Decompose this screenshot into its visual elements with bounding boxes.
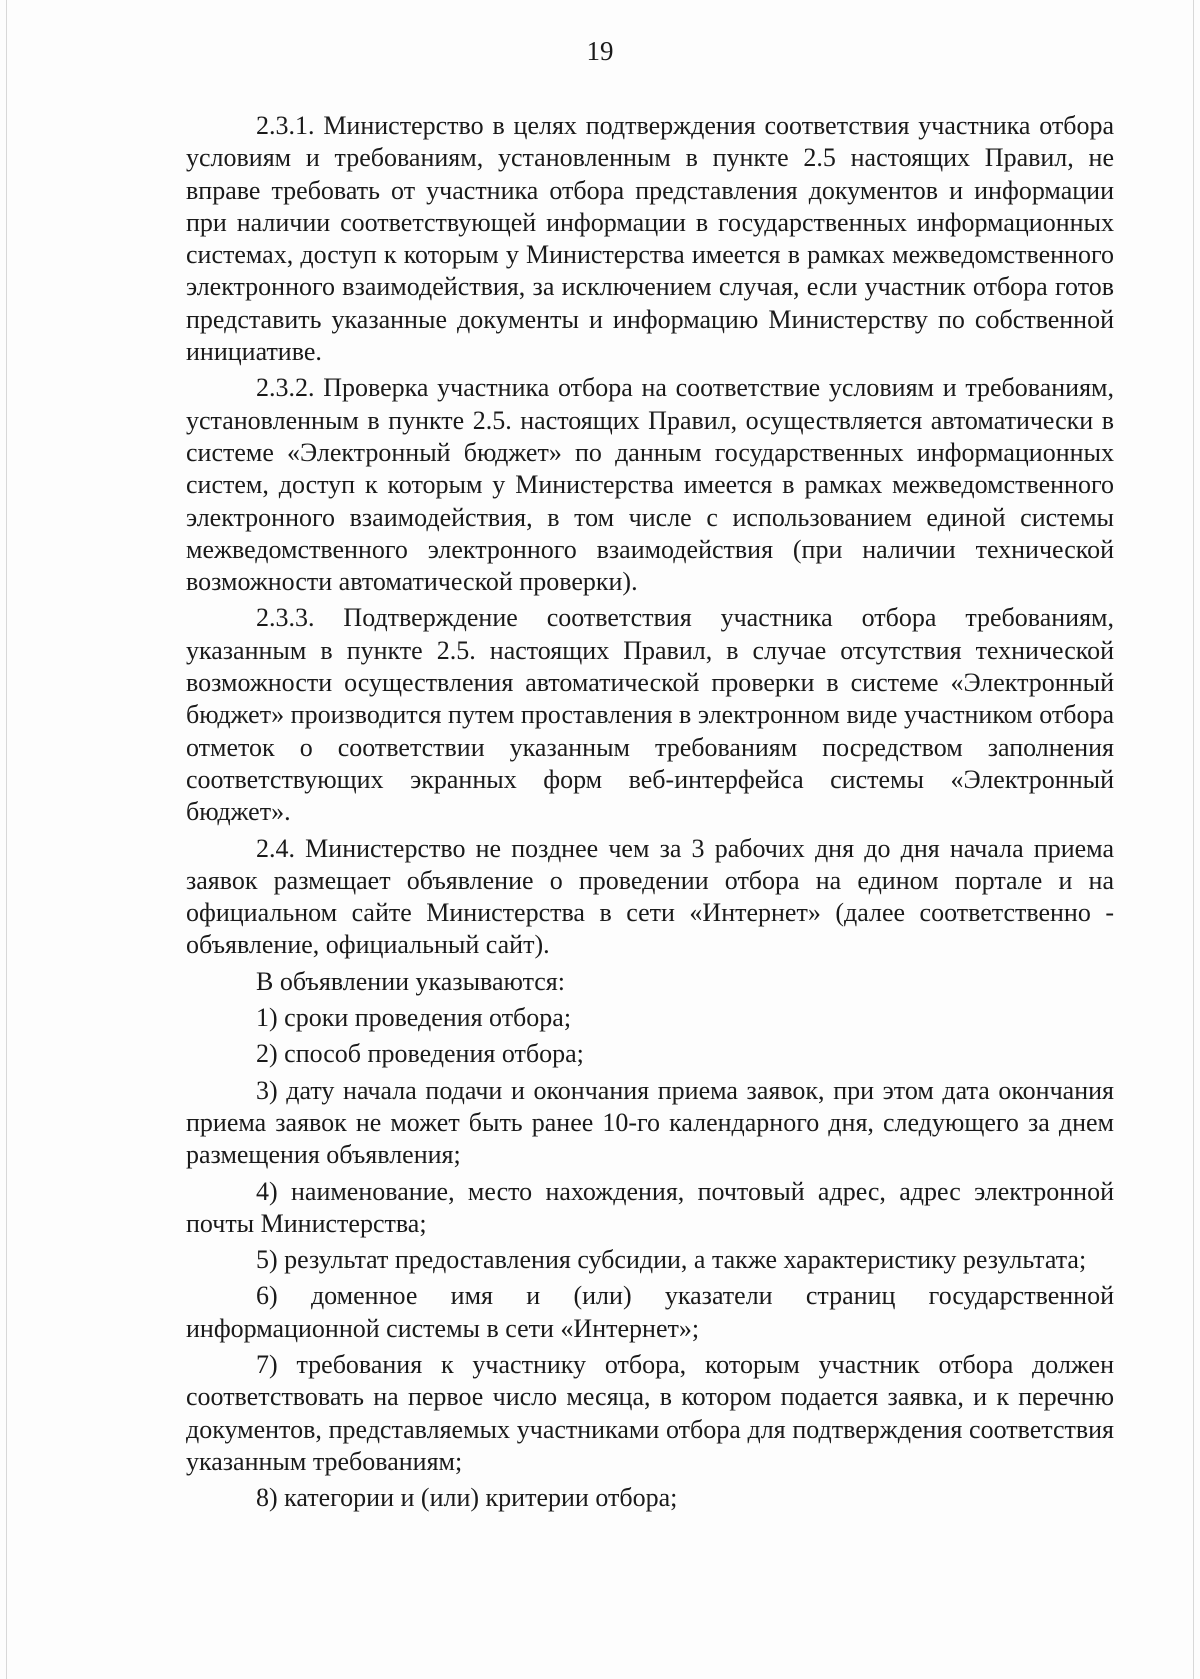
scan-edge-left: [6, 0, 7, 1679]
scan-edge-right: [1193, 0, 1194, 1679]
list-item-4: 4) наименование, место нахождения, почтовый адрес, адрес электронной почты Министерства;: [186, 1176, 1114, 1238]
paragraph-2-4: 2.4. Министерство не позднее чем за 3 рабочих дня до дня начала приема заявок размещает объявление о проведении отбора на едином портале и на официальном сайте Министерства в сети «Интернет» (далее соответственно - объявление, официальный сайт).: [186, 833, 1114, 960]
list-item-3: 3) дату начала подачи и окончания приема заявок, при этом дата окончания приема заявок не может быть ранее 10-го календарного дня, следующего за днем размещения объявления;: [186, 1075, 1114, 1170]
list-item-2: 2) способ проведения отбора;: [256, 1039, 584, 1069]
paragraph-2-3-3: 2.3.3. Подтверждение соответствия участника отбора требованиям, указанным в пункте 2.5. настоящих Правил, в случае отсутствия технической возможности осуществления автоматической проверки в системе «Электронный бюджет» производится путем проставления в электронном виде участником отбора отметок о соответствии указанным требованиям посредством заполнения соответствующих экранных форм веб-интерфейса системы «Электронный бюджет».: [186, 603, 1114, 827]
list-item-1: 1) сроки проведения отбора;: [256, 1003, 572, 1033]
list-item-7: 7) требования к участнику отбора, которым участник отбора должен соответствовать на первое число месяца, в котором подается заявка, и к перечню документов, представляемых участниками отбора для подтверждения соответствия указанным требованиям;: [186, 1349, 1114, 1476]
document-body: [186, 110, 1114, 1514]
list-intro: В объявлении указываются:: [256, 966, 565, 996]
list-item-8: 8) категории и (или) критерии отбора;: [256, 1483, 678, 1513]
page-number: 19: [586, 36, 614, 66]
paragraph-2-3-1: 2.3.1. Министерство в целях подтверждения соответствия участника отбора условиям и требованиям, установленным в пункте 2.5 настоящих Правил, не вправе требовать от участника отбора представления документов и информации при наличии соответствующей информации в государственных информационных системах, доступ к которым у Министерства имеется в рамках межведомственного электронного взаимодействия, за исключением случая, если участник отбора готов представить указанные документы и информацию Министерству по собственной инициативе.: [186, 111, 1114, 367]
list-item-6: 6) доменное имя и (или) указатели страниц государственной информационной системы в сети «Интернет»;: [186, 1281, 1114, 1343]
paragraph-2-3-2: 2.3.2. Проверка участника отбора на соответствие условиям и требованиям, установленным в пункте 2.5. настоящих Правил, осуществляется автоматически в системе «Электронный бюджет» по данным государственных информационных систем, доступ к которым у Министерства имеется в рамках межведомственного электронного взаимодействия, в том числе с использованием единой системы межведомственного электронного взаимодействия (при наличии технической возможности автоматической проверки).: [186, 373, 1114, 597]
list-item-5: 5) результат предоставления субсидии, а также характеристику результата;: [256, 1245, 1087, 1275]
